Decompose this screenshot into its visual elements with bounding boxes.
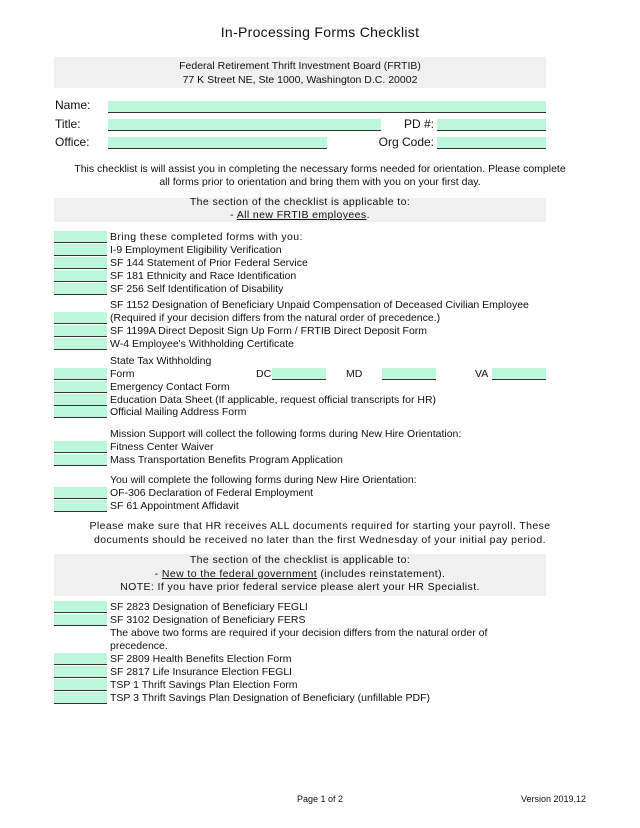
block-heading: Bring these completed forms with you: <box>110 231 303 243</box>
va-label: VA <box>475 368 489 380</box>
form-item: SF 181 Ethnicity and Race Identification <box>110 270 297 282</box>
form-item: SF 2809 Health Benefits Election Form <box>110 653 292 665</box>
checkbox[interactable] <box>54 270 107 282</box>
org-code-field[interactable] <box>437 137 546 149</box>
form-item: SF 256 Self Identification of Disability <box>110 283 284 295</box>
block-heading: Mission Support will collect the following forms during New Hire Orientation: <box>110 428 462 440</box>
checkbox[interactable] <box>54 441 107 453</box>
form-item: SF 2823 Designation of Beneficiary FEGLI <box>110 601 308 613</box>
intro-text: This checklist is will assist you in completing the necessary forms needed for orientation. Please complete <box>74 163 566 175</box>
version: Version 2019.12 <box>520 794 586 804</box>
audience-link: All new FRTIB employees <box>236 209 367 221</box>
va-field[interactable] <box>492 368 546 380</box>
pd-field[interactable] <box>437 119 546 131</box>
form-item: Fitness Center Waiver <box>110 441 214 453</box>
form-item: Education Data Sheet (If applicable, request official transcripts for HR) <box>110 394 437 406</box>
audience-link: New to the federal government <box>161 568 318 580</box>
checkbox[interactable] <box>54 231 107 243</box>
section-audience <box>54 568 546 581</box>
agency-name: Federal Retirement Thrift Investment Board (FRTIB) <box>179 60 421 72</box>
office-label: Office: <box>55 135 90 149</box>
checkbox[interactable] <box>54 454 107 466</box>
suffix: (includes reinstatement). <box>317 568 446 580</box>
checkbox[interactable] <box>54 338 107 350</box>
checkbox[interactable] <box>54 381 107 393</box>
checkbox[interactable] <box>54 653 107 665</box>
form-item: SF 1152 Designation of Beneficiary Unpaid Compensation of Deceased Civilian Employee <box>110 299 529 311</box>
office-field[interactable] <box>108 137 327 149</box>
form-item: SF 61 Appointment Affidavit <box>110 500 239 512</box>
checkbox[interactable] <box>54 601 107 613</box>
name-label: Name: <box>55 98 91 112</box>
agency-address: 77 K Street NE, Ste 1000, Washington D.C. 20002 <box>182 74 418 86</box>
checkbox[interactable] <box>54 679 107 691</box>
prefix: - <box>154 568 162 580</box>
section-heading: The section of the checklist is applicable to: <box>189 554 411 566</box>
dc-field[interactable] <box>272 368 326 380</box>
form-item: Mass Transportation Benefits Program Application <box>110 454 343 466</box>
form-item: TSP 1 Thrift Savings Plan Election Form <box>110 679 298 691</box>
form-item: OF-306 Declaration of Federal Employment <box>110 487 314 499</box>
md-field[interactable] <box>382 368 436 380</box>
checkbox[interactable] <box>54 312 107 324</box>
form-item: Form <box>110 368 135 380</box>
payroll-notice: documents should be received no later than the first Wednesday of your initial pay period. <box>94 534 546 546</box>
form-item: W-4 Employee's Withholding Certificate <box>110 338 294 350</box>
payroll-notice: Please make sure that HR receives ALL documents required for starting your payroll. These <box>89 520 551 532</box>
form-item: Emergency Contact Form <box>110 381 230 393</box>
checkbox[interactable] <box>54 368 107 380</box>
checkbox[interactable] <box>54 406 107 418</box>
dc-label: DC <box>256 368 272 380</box>
md-label: MD <box>346 368 363 380</box>
section-audience <box>54 209 546 222</box>
title-field[interactable] <box>108 119 381 131</box>
form-item: State Tax Withholding <box>110 355 212 367</box>
section-heading: The section of the checklist is applicable to: <box>189 196 411 208</box>
checkbox[interactable] <box>54 614 107 626</box>
form-item: SF 144 Statement of Prior Federal Service <box>110 257 308 269</box>
checkbox[interactable] <box>54 257 107 269</box>
name-field[interactable] <box>108 101 546 113</box>
form-note: (Required if your decision differs from the natural order of precedence.) <box>110 312 441 324</box>
form-item: Official Mailing Address Form <box>110 406 247 418</box>
form-item: TSP 3 Thrift Savings Plan Designation of Beneficiary (unfillable PDF) <box>110 692 431 704</box>
page-title: In-Processing Forms Checklist <box>220 24 420 40</box>
block-heading: You will complete the following forms during New Hire Orientation: <box>110 474 417 486</box>
checkbox[interactable] <box>54 244 107 256</box>
intro-text: all forms prior to orientation and bring them with you on your first day. <box>159 176 481 188</box>
form-note: The above two forms are required if your decision differs from the natural order of <box>110 627 488 639</box>
form-item: SF 2817 Life Insurance Election FEGLI <box>110 666 293 678</box>
form-item: SF 3102 Designation of Beneficiary FERS <box>110 614 306 626</box>
section-note: NOTE: If you have prior federal service please alert your HR Specialist. <box>120 581 480 593</box>
checkbox[interactable] <box>54 666 107 678</box>
form-note: precedence. <box>110 640 168 652</box>
page-number: Page 1 of 2 <box>296 794 344 804</box>
checkbox[interactable] <box>54 500 107 512</box>
form-item: I-9 Employment Eligibility Verification <box>110 244 282 256</box>
pd-label: PD #: <box>403 117 434 131</box>
checkbox[interactable] <box>54 283 107 295</box>
form-item: SF 1199A Direct Deposit Sign Up Form / FRTIB Direct Deposit Form <box>110 325 428 337</box>
checkbox[interactable] <box>54 325 107 337</box>
prefix: - <box>230 209 237 221</box>
org-code-label: Org Code: <box>378 135 434 149</box>
suffix: . <box>366 209 370 221</box>
checkbox[interactable] <box>54 487 107 499</box>
title-label: Title: <box>55 117 81 131</box>
checkbox[interactable] <box>54 692 107 704</box>
checkbox[interactable] <box>54 394 107 406</box>
